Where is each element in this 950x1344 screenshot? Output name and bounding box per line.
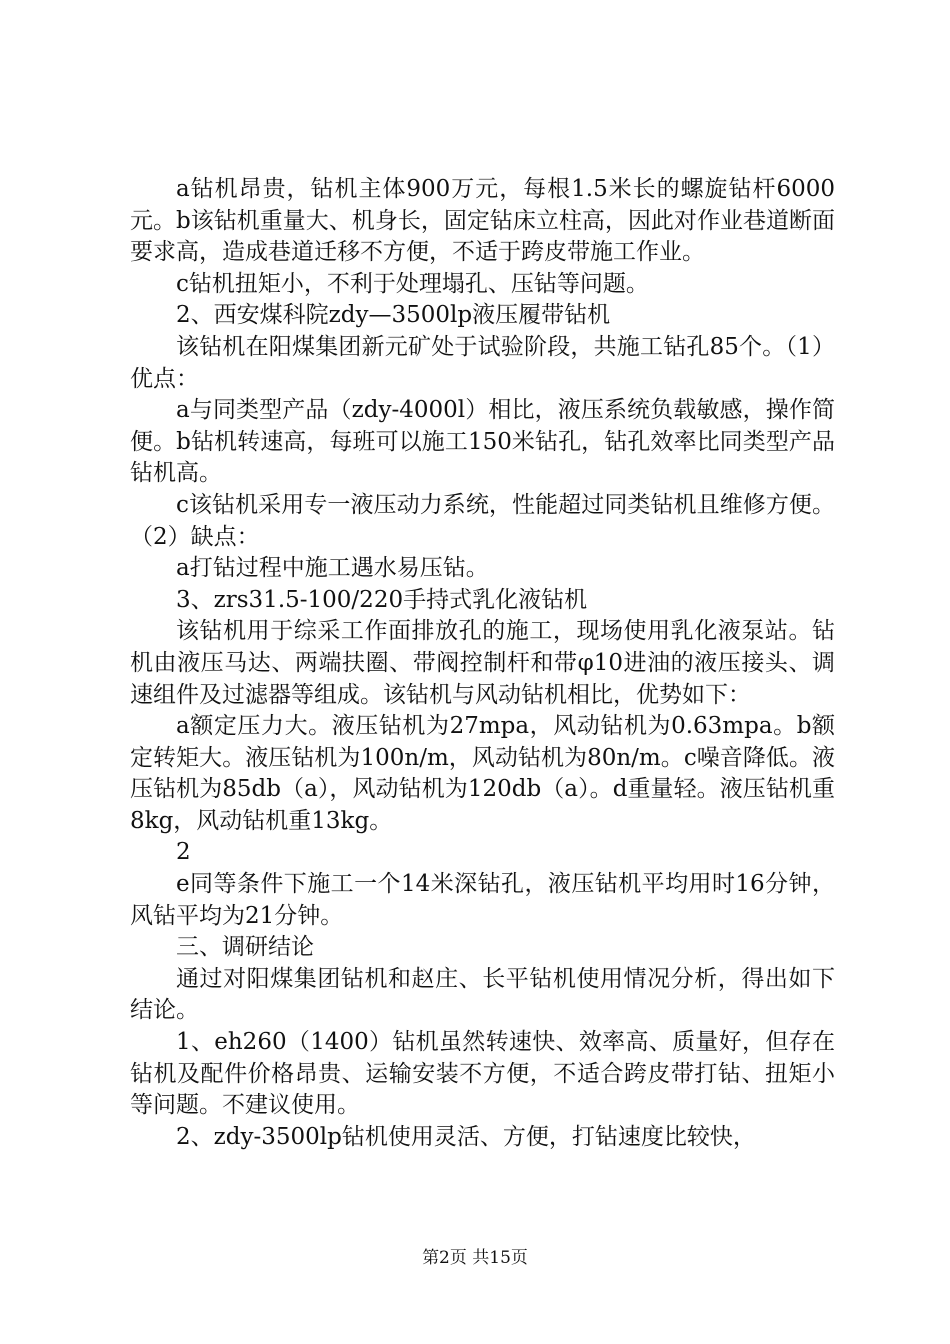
paragraph-conclusion-intro: 通过对阳煤集团钻机和赵庄、长平钻机使用情况分析，得出如下结论。 bbox=[130, 965, 835, 1024]
paragraph-drill-cost: a钻机昂贵，钻机主体900万元，每根1.5米长的螺旋钻杆6000元。b该钻机重量大、机身长，固定钻床立柱高，因此对作业巷道断面要求高，造成巷道迁移不方便，不适于跨皮带施工作业。 bbox=[130, 176, 835, 266]
heading-zdy-drill: 2、西安煤科院zdy—3500lp液压履带钻机 bbox=[176, 302, 611, 329]
paragraph-trial: 该钻机在阳煤集团新元矿处于试验阶段，共施工钻孔85个。（1）优点： bbox=[130, 333, 835, 392]
paragraph-advantages-a: a与同类型产品（zdy-4000l）相比，液压系统负载敏感，操作简便。b钻机转速高，每班可以施工150米钻孔，钻孔效率比同类型产品钻机高。 bbox=[130, 397, 835, 487]
heading-zrs-drill: 3、zrs31.5-100/220手持式乳化液钻机 bbox=[176, 586, 588, 613]
paragraph-drilling-time: e同等条件下施工一个14米深钻孔，液压钻机平均用时16分钟，风钻平均为21分钟。 bbox=[130, 871, 835, 929]
paragraph-torque: c钻机扭矩小，不利于处理塌孔、压钻等问题。 bbox=[176, 270, 649, 297]
body-text bbox=[130, 174, 835, 1153]
paragraph-comparison: a额定压力大。液压钻机为27mpa，风动钻机为0.63mpa。b额定转矩大。液压钻机为100n/m，风动钻机为80n/m。c噪音降低。液压钻机为85db（a），风动钻机为120db（a）。d重量轻。液压钻机重8kg，风动钻机重13kg。 bbox=[130, 713, 835, 834]
paragraph-zrs-description: 该钻机用于综采工作面排放孔的施工，现场使用乳化液泵站。钻机由液压马达、两端扶圈、带阀控制杆和带φ10进油的液压接头、调速组件及过滤器等组成。该钻机与风动钻机相比，优势如下： bbox=[130, 618, 835, 708]
paragraph-conclusion-1: 1、eh260（1400）钻机虽然转速快、效率高、质量好，但存在钻机及配件价格昂贵、运输安装不方便，不适合跨皮带打钻、扭矩小等问题。不建议使用。 bbox=[130, 1029, 835, 1119]
paragraph-disadvantage: a打钻过程中施工遇水易压钻。 bbox=[176, 555, 489, 582]
paragraph-advantages-c: c该钻机采用专一液压动力系统，性能超过同类钻机且维修方便。（2）缺点： bbox=[130, 491, 835, 550]
heading-conclusions: 三、调研结论 bbox=[176, 934, 314, 961]
page-footer: 第2页 共15页 bbox=[422, 1248, 528, 1268]
inline-page-number: 2 bbox=[176, 839, 191, 866]
paragraph-conclusion-2: 2、zdy-3500lp钻机使用灵活、方便，打钻速度比较快， bbox=[176, 1123, 756, 1150]
